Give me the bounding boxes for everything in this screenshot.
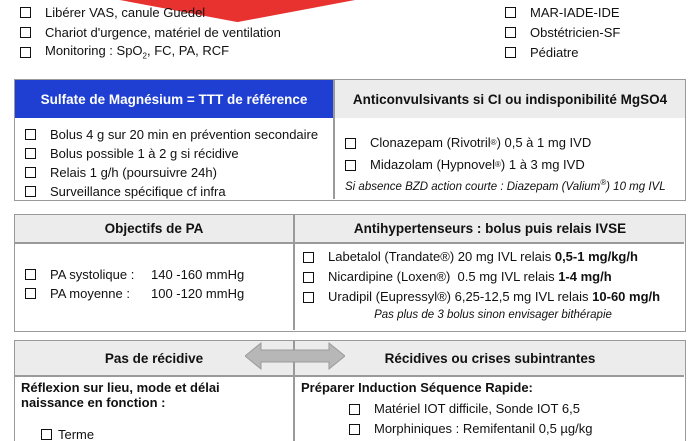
top-right-checklist <box>505 2 620 62</box>
list-item-text: Bolus 4 g sur 20 min en prévention secondaire <box>50 127 319 142</box>
registered-mark: ® <box>490 138 497 147</box>
checklist-text: Monitoring : SpO$_2$, FC, PA, RCF <box>45 43 230 61</box>
checkbox-icon <box>20 7 31 18</box>
drug-text: Uradipil (Eupressyl®) 6,25-12,5 mg IVL relais <box>328 289 593 304</box>
double-arrow-icon <box>245 341 345 371</box>
no-recidive-title: Pas de récidive <box>104 350 204 366</box>
checkbox-icon <box>25 186 36 197</box>
checkbox-icon <box>349 424 360 435</box>
column-divider <box>333 80 335 199</box>
treatment-box <box>14 79 686 201</box>
drug-rate: 0,5-1 mg/kg/h <box>554 249 638 264</box>
checkbox-icon <box>505 47 516 58</box>
top-left-checklist <box>20 2 281 62</box>
list-item <box>345 154 666 176</box>
header-divider <box>15 242 684 244</box>
list-item-text: Surveillance spécifique cf infra <box>50 184 226 199</box>
objectifs-header <box>15 215 293 242</box>
list-item-text: Relais 1 g/h (poursuivre 24h) <box>50 165 217 180</box>
recidive-header <box>295 341 685 375</box>
checkbox-icon <box>25 129 36 140</box>
checklist-item <box>505 2 620 22</box>
checkbox-icon <box>303 252 314 263</box>
checkbox-icon <box>345 138 356 149</box>
mgso4-title: Sulfate de Magnésium = TTT de référence <box>40 91 308 107</box>
antihta-header <box>295 215 685 242</box>
drug-text: Nicardipine (Loxen®) 0.5 mg IVL relais <box>328 269 559 284</box>
drug-dose: ) 0,5 à 1 mg IVD <box>496 135 592 150</box>
list-item-text: Morphiniques : Remifentanil 0,5 µg/kg <box>374 421 593 436</box>
list-item <box>349 419 593 439</box>
checklist-text: Chariot d'urgence, matériel de ventilation <box>45 24 281 40</box>
list-item <box>25 125 318 144</box>
recidive-list <box>349 399 593 439</box>
checklist-item <box>505 42 620 62</box>
checkbox-icon <box>20 27 31 38</box>
drug-text: Clonazepam (Rivotril <box>370 135 491 150</box>
list-item <box>41 425 94 441</box>
checkbox-icon <box>345 160 356 171</box>
mgso4-list <box>25 125 318 201</box>
list-item <box>303 267 683 287</box>
anticonv-list <box>345 132 666 193</box>
checklist-text: MAR-IADE-IDE <box>530 4 620 20</box>
recidive-title: Récidives ou crises subintrantes <box>384 350 596 366</box>
list-item <box>303 287 683 307</box>
drug-text: Midazolam (Hypnovel <box>370 157 495 172</box>
checklist-text: Obstétricien-SF <box>530 24 621 40</box>
checklist-item <box>20 2 281 22</box>
checkbox-icon <box>41 429 52 440</box>
checkbox-icon <box>25 167 36 178</box>
mgso4-header <box>15 80 333 118</box>
checklist-item <box>505 22 620 42</box>
anticonv-note: Si absence BZD action courte : Diazepam (Valium®) 10 mg IVL <box>345 178 666 193</box>
objectifs-title: Objectifs de PA <box>104 221 204 236</box>
checkbox-icon <box>505 27 516 38</box>
checkbox-icon <box>505 7 516 18</box>
checklist-item <box>20 22 281 42</box>
pa-label: PA systolique : <box>50 267 135 282</box>
anticonv-header <box>335 80 685 118</box>
registered-mark: ® <box>495 160 501 169</box>
objectifs-list <box>25 265 244 303</box>
list-item-text: Terme <box>58 427 95 441</box>
list-item <box>25 144 318 163</box>
checklist-item <box>20 42 281 62</box>
pressure-box <box>14 214 686 332</box>
column-divider <box>293 215 295 330</box>
drug-rate: 10-60 mg/h <box>592 289 661 304</box>
drug-dose: ) 1 à 3 mg IVD <box>500 157 585 172</box>
recidive-text: Préparer Induction Séquence Rapide: <box>301 380 533 395</box>
list-item <box>349 399 593 419</box>
checkbox-icon <box>303 292 314 303</box>
anticonv-title: Anticonvulsivants si CI ou indisponibilité MgSO4 <box>352 91 668 107</box>
antihta-title: Antihypertenseurs : bolus puis relais IVSE <box>353 221 627 236</box>
antihta-note: Pas plus de 3 bolus sinon envisager bithérapie <box>374 309 612 321</box>
recidive-box <box>14 340 686 441</box>
drug-text: Labetalol (Trandate®) 20 mg IVL relais <box>328 249 555 264</box>
antihta-list <box>303 247 683 321</box>
checkbox-icon <box>303 272 314 283</box>
pa-value: 100 -120 mmHg <box>151 286 245 301</box>
checkbox-icon <box>25 269 36 280</box>
header-divider <box>15 375 684 377</box>
list-item <box>25 265 244 284</box>
checklist-text: Pédiatre <box>530 44 579 60</box>
checkbox-icon <box>20 47 31 58</box>
checkbox-icon <box>349 404 360 415</box>
list-item <box>25 284 244 303</box>
pa-label: PA moyenne : <box>50 286 130 301</box>
list-item <box>25 182 318 201</box>
list-item-text: Matériel IOT difficile, Sonde IOT 6,5 <box>374 401 580 416</box>
list-item <box>303 247 683 267</box>
checklist-text: Libérer VAS, canule Guedel <box>45 4 206 20</box>
no-recidive-text: Réflexion sur lieu, mode et délai naissance en fonction : <box>21 380 220 410</box>
checkbox-icon <box>25 148 36 159</box>
list-item <box>25 163 318 182</box>
checkbox-icon <box>25 288 36 299</box>
list-item-text: Bolus possible 1 à 2 g si récidive <box>50 146 239 161</box>
list-item <box>345 132 666 154</box>
drug-rate: 1-4 mg/h <box>558 269 612 284</box>
pa-value: 140 -160 mmHg <box>151 267 245 282</box>
